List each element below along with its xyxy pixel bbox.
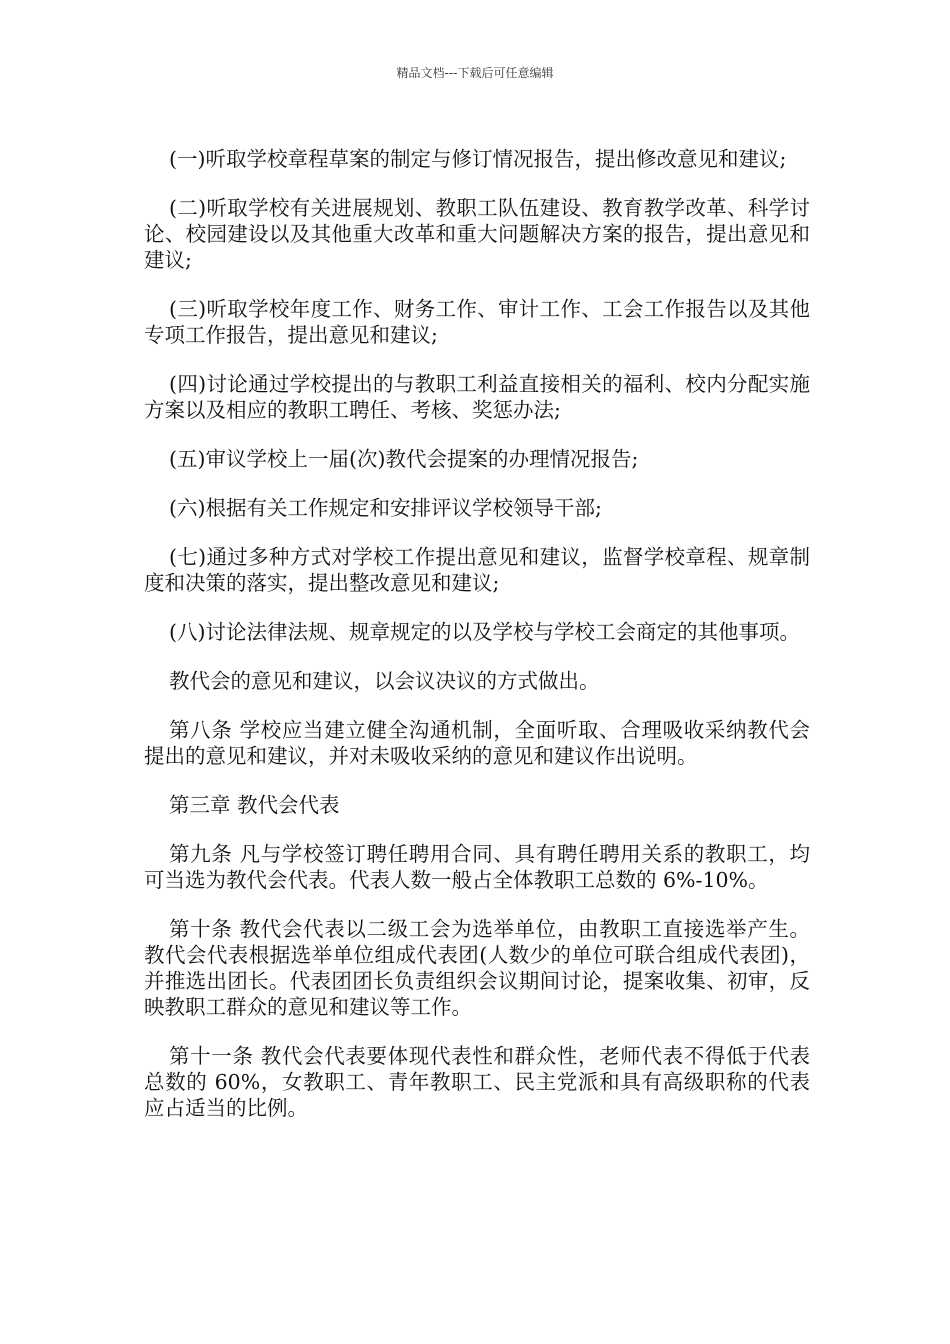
paragraph-item-5: (五)审议学校上一届(次)教代会提案的办理情况报告; (169, 447, 639, 471)
article-9: 第九条 凡与学校签订聘任聘用合同、具有聘任聘用关系的教职工，均可当选为教代会代表。代表人数一般占全体教职工总数的 6%-10%。 (144, 842, 810, 892)
paragraph-item-2: (二)听取学校有关进展规划、教职工队伍建设、教育教学改革、科学讨论、校园建设以及其他重大改革和重大问题解决方案的报告，提出意见和建议; (144, 196, 810, 272)
paragraph-item-1: (一)听取学校章程草案的制定与修订情况报告，提出修改意见和建议; (169, 147, 787, 171)
paragraph-item-7: (七)通过多种方式对学校工作提出意见和建议，监督学校章程、规章制度和决策的落实，提出整改意见和建议; (144, 545, 810, 595)
paragraph-item-3: (三)听取学校年度工作、财务工作、审计工作、工会工作报告以及其他专项工作报告，提出意见和建议; (144, 297, 810, 347)
paragraph-item-6: (六)根据有关工作规定和安排评议学校领导干部; (169, 496, 602, 520)
paragraph-resolution: 教代会的意见和建议，以会议决议的方式做出。 (169, 669, 600, 693)
paragraph-item-4: (四)讨论通过学校提出的与教职工利益直接相关的福利、校内分配实施方案以及相应的教职工聘任、考核、奖惩办法; (144, 372, 810, 422)
document-body (144, 146, 810, 1144)
article-10: 第十条 教代会代表以二级工会为选举单位，由教职工直接选举产生。教代会代表根据选举单位组成代表团(人数少的单位可联合组成代表团)，并推选出团长。代表团团长负责组织会议期间讨论，提案收集、初审，反映教职工群众的意见和建议等工作。 (144, 917, 810, 1019)
chapter-3-heading: 第三章 教代会代表 (169, 793, 340, 817)
page-header: 精品文档---下载后可任意编辑 (396, 66, 554, 80)
paragraph-item-8: (八)讨论法律法规、规章规定的以及学校与学校工会商定的其他事项。 (169, 620, 800, 644)
article-11: 第十一条 教代会代表要体现代表性和群众性，老师代表不得低于代表总数的 60%，女教职工、青年教职工、民主党派和具有高级职称的代表应占适当的比例。 (144, 1044, 810, 1120)
article-8: 第八条 学校应当建立健全沟通机制，全面听取、合理吸收采纳教代会提出的意见和建议，并对未吸收采纳的意见和建议作出说明。 (144, 718, 810, 768)
